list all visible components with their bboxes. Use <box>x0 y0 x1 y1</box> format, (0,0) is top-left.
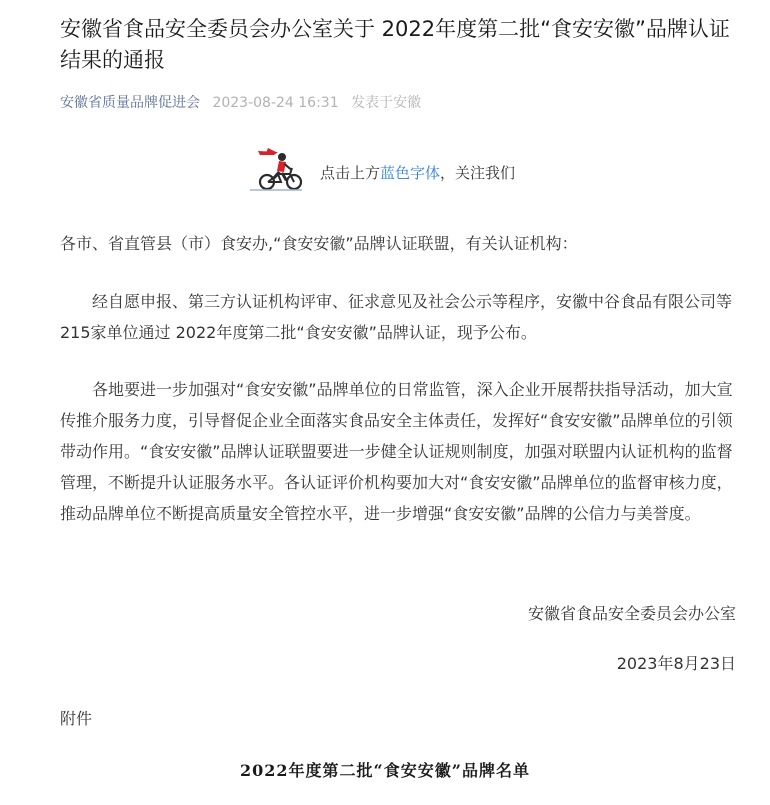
salutation: 各市、省直管县（市）食安办,“食安安徽”品牌认证联盟，有关认证机构： <box>60 234 578 253</box>
follow-banner <box>248 145 515 191</box>
cyclist-icon <box>248 145 304 191</box>
follow-text: 点击上方蓝色字体，关注我们 <box>320 163 516 182</box>
article-meta <box>60 92 421 112</box>
attachment-label: 附件 <box>60 709 93 728</box>
article-title: 安徽省食品安全委员会办公室关于 2022年度第二批“食安安徽”品牌认证结果的通报 <box>60 17 730 72</box>
signature: 安徽省食品安全委员会办公室 <box>527 604 736 623</box>
publish-time: 2023-08-24 16:31 <box>212 95 339 111</box>
paragraph-1: 经自愿申报、第三方认证机构评审、征求意见及社会公示等程序，安徽中谷食品有限公司等 215家单位通过 2022年度第二批“食安安徽”品牌认证，现予公布。 <box>60 292 733 342</box>
blue-font-link[interactable]: 蓝色字体 <box>380 163 441 182</box>
date: 2023年8月23日 <box>616 654 736 673</box>
list-title: 2022年度第二批“食安安徽”品牌名单 <box>240 761 530 780</box>
publish-location: 发表于安徽 <box>351 95 422 111</box>
paragraph-2: 各地要进一步加强对“食安安徽”品牌单位的日常监管，深入企业开展帮扶指导活动，加大宣传推介服务力度，引导督促企业全面落实食品安全主体责任，发挥好“食安安徽”品牌单位的引领带动作用。“食安安徽”品牌认证联盟要进一步健全认证规则制度，加强对联盟内认证机构的监督管理，不断提升认证服务水平。各认证评价机构要加大对“食安安徽”品牌单位的监督审核力度，推动品牌单位不断提高质量安全管控水平，进一步增强“食安安徽”品牌的公信力与美誉度。 <box>60 380 733 523</box>
author-link[interactable]: 安徽省质量品牌促进会 <box>60 95 200 111</box>
